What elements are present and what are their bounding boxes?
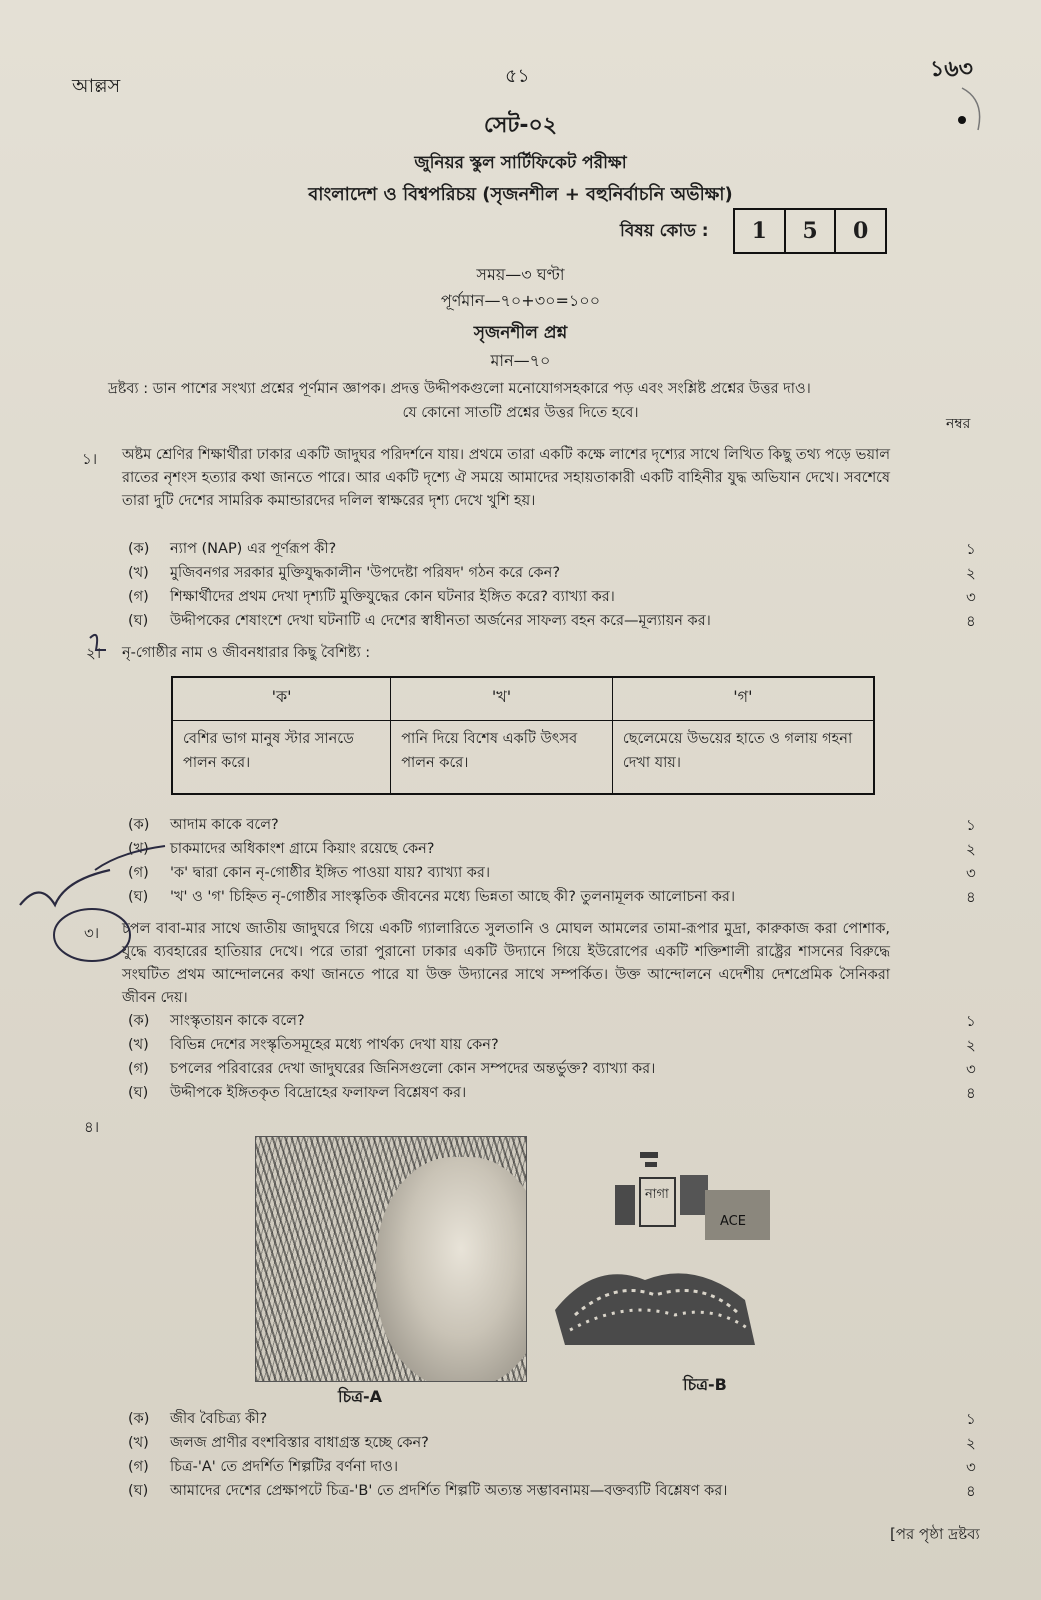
set-title: সেট-০২ (483, 113, 558, 138)
part-text: আদাম কাকে বলে? (170, 817, 279, 833)
table-cell: বেশির ভাগ মানুষ স্টার সানডে পালন করে। (172, 721, 391, 795)
part-label: (খ) (128, 841, 149, 857)
part-text: সাংস্কৃতায়ন কাকে বলে? (170, 1013, 305, 1029)
part-marks: ১ (966, 816, 976, 834)
part-label: (ঘ) (128, 889, 149, 905)
part-text: মুজিবনগর সরকার মুক্তিযুদ্ধকালীন 'উপদেষ্টা পরিষদ' গঠন করে কেন? (170, 565, 561, 581)
code-digit: 5 (786, 210, 837, 252)
part-text: জলজ প্রাণীর বংশবিস্তার বাধাগ্রস্ত হচ্ছে কেন? (170, 1435, 429, 1451)
question-part (128, 1058, 655, 1082)
question-number: ২। (86, 644, 102, 662)
table-cell: ছেলেমেয়ে উভয়ের হাতে ও গলায় গহনা দেখা যায়। (612, 721, 874, 795)
question-number: ৩। (84, 924, 100, 942)
part-label: (খ) (128, 1435, 149, 1451)
part-marks: ২ (966, 1434, 976, 1452)
part-text: জীব বৈচিত্র্য কী? (170, 1411, 268, 1427)
figure-b-drawing (555, 1150, 780, 1350)
part-text: উদ্দীপকের শেষাংশে দেখা ঘটনাটি এ দেশের স্বাধীনতা অর্জনের সাফল্য বহন করে—মূল্যায়ন কর। (170, 613, 711, 629)
part-label: (ঘ) (128, 1085, 149, 1101)
part-text: চিত্র-'A' তে প্রদর্শিত শিল্পটির বর্ণনা দাও। (170, 1459, 399, 1475)
subject-code-box (733, 208, 887, 254)
handwritten-page-number: ১৬৩ (930, 57, 973, 82)
part-label: (খ) (128, 1037, 149, 1053)
part-label: (গ) (128, 1061, 149, 1077)
question-part (128, 1010, 305, 1034)
part-marks: ২ (966, 1036, 976, 1054)
question-stem: চপল বাবা-মার সাথে জাতীয় জাদুঘরে গিয়ে একটি গ্যালারিতে সুলতানি ও মোঘল আমলের তামা-রূপার মুদ্রা, কারুকাজ করা পোশাক, যুদ্ধে ব্যবহারের হাতিয়ার দেখে। পরে তারা পুরানো ঢাকার একটি উদ্যানে গিয়ে ইউরোপের একটি শক্তিশালী রাষ্ট্রের শাসনের বিরুদ্ধে সংঘটিত প্রথম আন্দোলনের কথা জানতে পারে যা উক্ত উদ্যানের সাথে সম্পর্কিত। উক্ত আন্দোলনে এদেশীয় দেশপ্রেমিক সৈনিকরা জীবন দেয়। (122, 921, 890, 1006)
next-page-note: [পর পৃষ্ঠা দ্রষ্টব্য (890, 1525, 980, 1543)
part-text: 'খ' ও 'গ' চিহ্নিত নৃ-গোষ্ঠীর সাংস্কৃতিক জীবনের মধ্যে ভিন্নতা আছে কী? তুলনামূলক আলোচনা কর। (170, 889, 736, 905)
question-part (128, 1480, 727, 1504)
figure-b-image (555, 1150, 780, 1350)
instruction-line-1: দ্রষ্টব্য : ডান পাশের সংখ্যা প্রশ্নের পূর্ণমান জ্ঞাপক। প্রদত্ত উদ্দীপকগুলো মনোযোগসহকারে পড় এবং সংশ্লিষ্ট প্রশ্নের উত্তর দাও। (108, 381, 811, 397)
question-part (128, 586, 615, 610)
exam-title: জুনিয়র স্কুল সার্টিফিকেট পরীক্ষা (414, 153, 627, 173)
part-text: চপলের পরিবারের দেখা জাদুঘরের জিনিসগুলো কোন সম্পদের অন্তর্ভুক্ত? ব্যাখ্যা কর। (170, 1061, 656, 1077)
question-part (128, 814, 279, 838)
section-marks: মান—৭০ (490, 351, 551, 370)
subject-title: বাংলাদেশ ও বিশ্বপরিচয় (সৃজনশীল + বহুনির্বাচনি অভীক্ষা) (308, 184, 733, 205)
part-marks: ২ (966, 840, 976, 858)
figure-a-caption: চিত্র-A (338, 1387, 382, 1406)
part-text: চাকমাদের অধিকাংশ গ্রামে কিয়াং রয়েছে কেন? (170, 841, 435, 857)
ethnic-group-table (171, 676, 875, 795)
part-text: 'ক' দ্বারা কোন নৃ-গোষ্ঠীর ইঙ্গিত পাওয়া যায়? ব্যাখ্যা কর। (170, 865, 491, 881)
code-digit: 0 (853, 218, 869, 244)
question-part (128, 862, 490, 886)
figure-b-label-text: ACE (720, 1214, 746, 1229)
part-text: শিক্ষার্থীদের প্রথম দেখা দৃশ্যটি মুক্তিযুদ্ধের কোন ঘটনার ইঙ্গিত করে? ব্যাখ্যা কর। (170, 589, 615, 605)
part-label: (ঘ) (128, 613, 149, 629)
part-marks: ৪ (966, 1482, 976, 1500)
table-header: 'ক' (172, 677, 391, 721)
table-header: 'গ' (612, 677, 874, 721)
part-text: উদ্দীপকে ইঙ্গিতকৃত বিদ্রোহের ফলাফল বিশ্লেষণ কর। (170, 1085, 467, 1101)
part-marks: ৪ (966, 888, 976, 906)
exam-time: সময়—৩ ঘণ্টা (476, 265, 565, 284)
figure-a-image (255, 1136, 527, 1382)
part-label: (ক) (128, 1411, 150, 1427)
question-part (128, 1456, 398, 1480)
part-marks: ৪ (966, 612, 976, 630)
subject-code-label: বিষয় কোড : (620, 221, 709, 241)
marks-column-label: নম্বর (946, 416, 971, 432)
full-marks: পূর্ণমান—৭০+৩০=১০০ (440, 291, 601, 310)
section-title: সৃজনশীল প্রশ্ন (473, 323, 568, 343)
part-label: (ক) (128, 817, 150, 833)
part-label: (খ) (128, 565, 149, 581)
question-part (128, 538, 336, 562)
part-marks: ৪ (966, 1084, 976, 1102)
question-stem: অষ্টম শ্রেণির শিক্ষার্থীরা ঢাকার একটি জাদুঘর পরিদর্শনে যায়। প্রথমে তারা একটি কক্ষে লাশের দৃশ্যের সাথে লিখিত কিছু তথ্য পড়ে ভয়াল রাতের নৃশংস হত্যার কথা জানতে পারে। আর একটি দৃশ্যে ঐ সময়ে আমাদের সহায়তাকারী একটি বাহিনীর যুদ্ধ অভিযান দেখে। সবশেষে তারা দুটি দেশের সামরিক কমান্ডারদের দলিল স্বাক্ষরের দৃশ্য দেখে খুশি হয়। (122, 447, 890, 509)
figure-a-face-texture (376, 1157, 527, 1382)
part-label: (ক) (128, 541, 150, 557)
part-marks: ২ (966, 564, 976, 582)
part-marks: ৩ (966, 588, 976, 606)
part-text: আমাদের দেশের প্রেক্ষাপটে চিত্র-'B' তে প্রদর্শিত শিল্পটি অত্যন্ত সম্ভাবনাময়—বক্তব্যটি বিশ্লেষণ কর। (170, 1483, 728, 1499)
page-number: ৫১ (505, 65, 530, 87)
part-label: (গ) (128, 1459, 149, 1475)
question-part (128, 562, 560, 586)
part-text: বিভিন্ন দেশের সংস্কৃতিসমূহের মধ্যে পার্থক্য দেখা যায় কেন? (170, 1037, 499, 1053)
question-part (128, 1432, 429, 1456)
part-label: (গ) (128, 865, 149, 881)
table-header: 'খ' (391, 677, 613, 721)
question-number: ৪। (84, 1118, 100, 1136)
question-part (128, 1408, 267, 1432)
header-left-mark: আল্লস (72, 75, 121, 97)
instruction-line-2: যে কোনো সাতটি প্রশ্নের উত্তর দিতে হবে। (402, 405, 639, 421)
question-part (128, 1082, 466, 1106)
part-label: (ঘ) (128, 1483, 149, 1499)
part-marks: ১ (966, 540, 976, 558)
part-marks: ৩ (966, 864, 976, 882)
question-part (128, 838, 434, 862)
part-text: ন্যাপ (NAP) এর পূর্ণরূপ কী? (170, 541, 337, 557)
figure-b-sign-text: নাগা (645, 1187, 669, 1202)
question-stem: নৃ-গোষ্ঠীর নাম ও জীবনধারার কিছু বৈশিষ্ট্য : (122, 645, 371, 661)
table-cell: পানি দিয়ে বিশেষ একটি উৎসব পালন করে। (391, 721, 613, 795)
part-label: (ক) (128, 1013, 150, 1029)
part-marks: ৩ (966, 1458, 976, 1476)
part-label: (গ) (128, 589, 149, 605)
question-part (128, 610, 711, 634)
figure-b-caption: চিত্র-B (683, 1375, 727, 1394)
part-marks: ১ (966, 1410, 976, 1428)
question-part (128, 1034, 499, 1058)
code-digit: 1 (735, 210, 786, 252)
part-marks: ৩ (966, 1060, 976, 1078)
question-part (128, 886, 735, 910)
part-marks: ১ (966, 1012, 976, 1030)
question-number: ১। (82, 450, 98, 468)
